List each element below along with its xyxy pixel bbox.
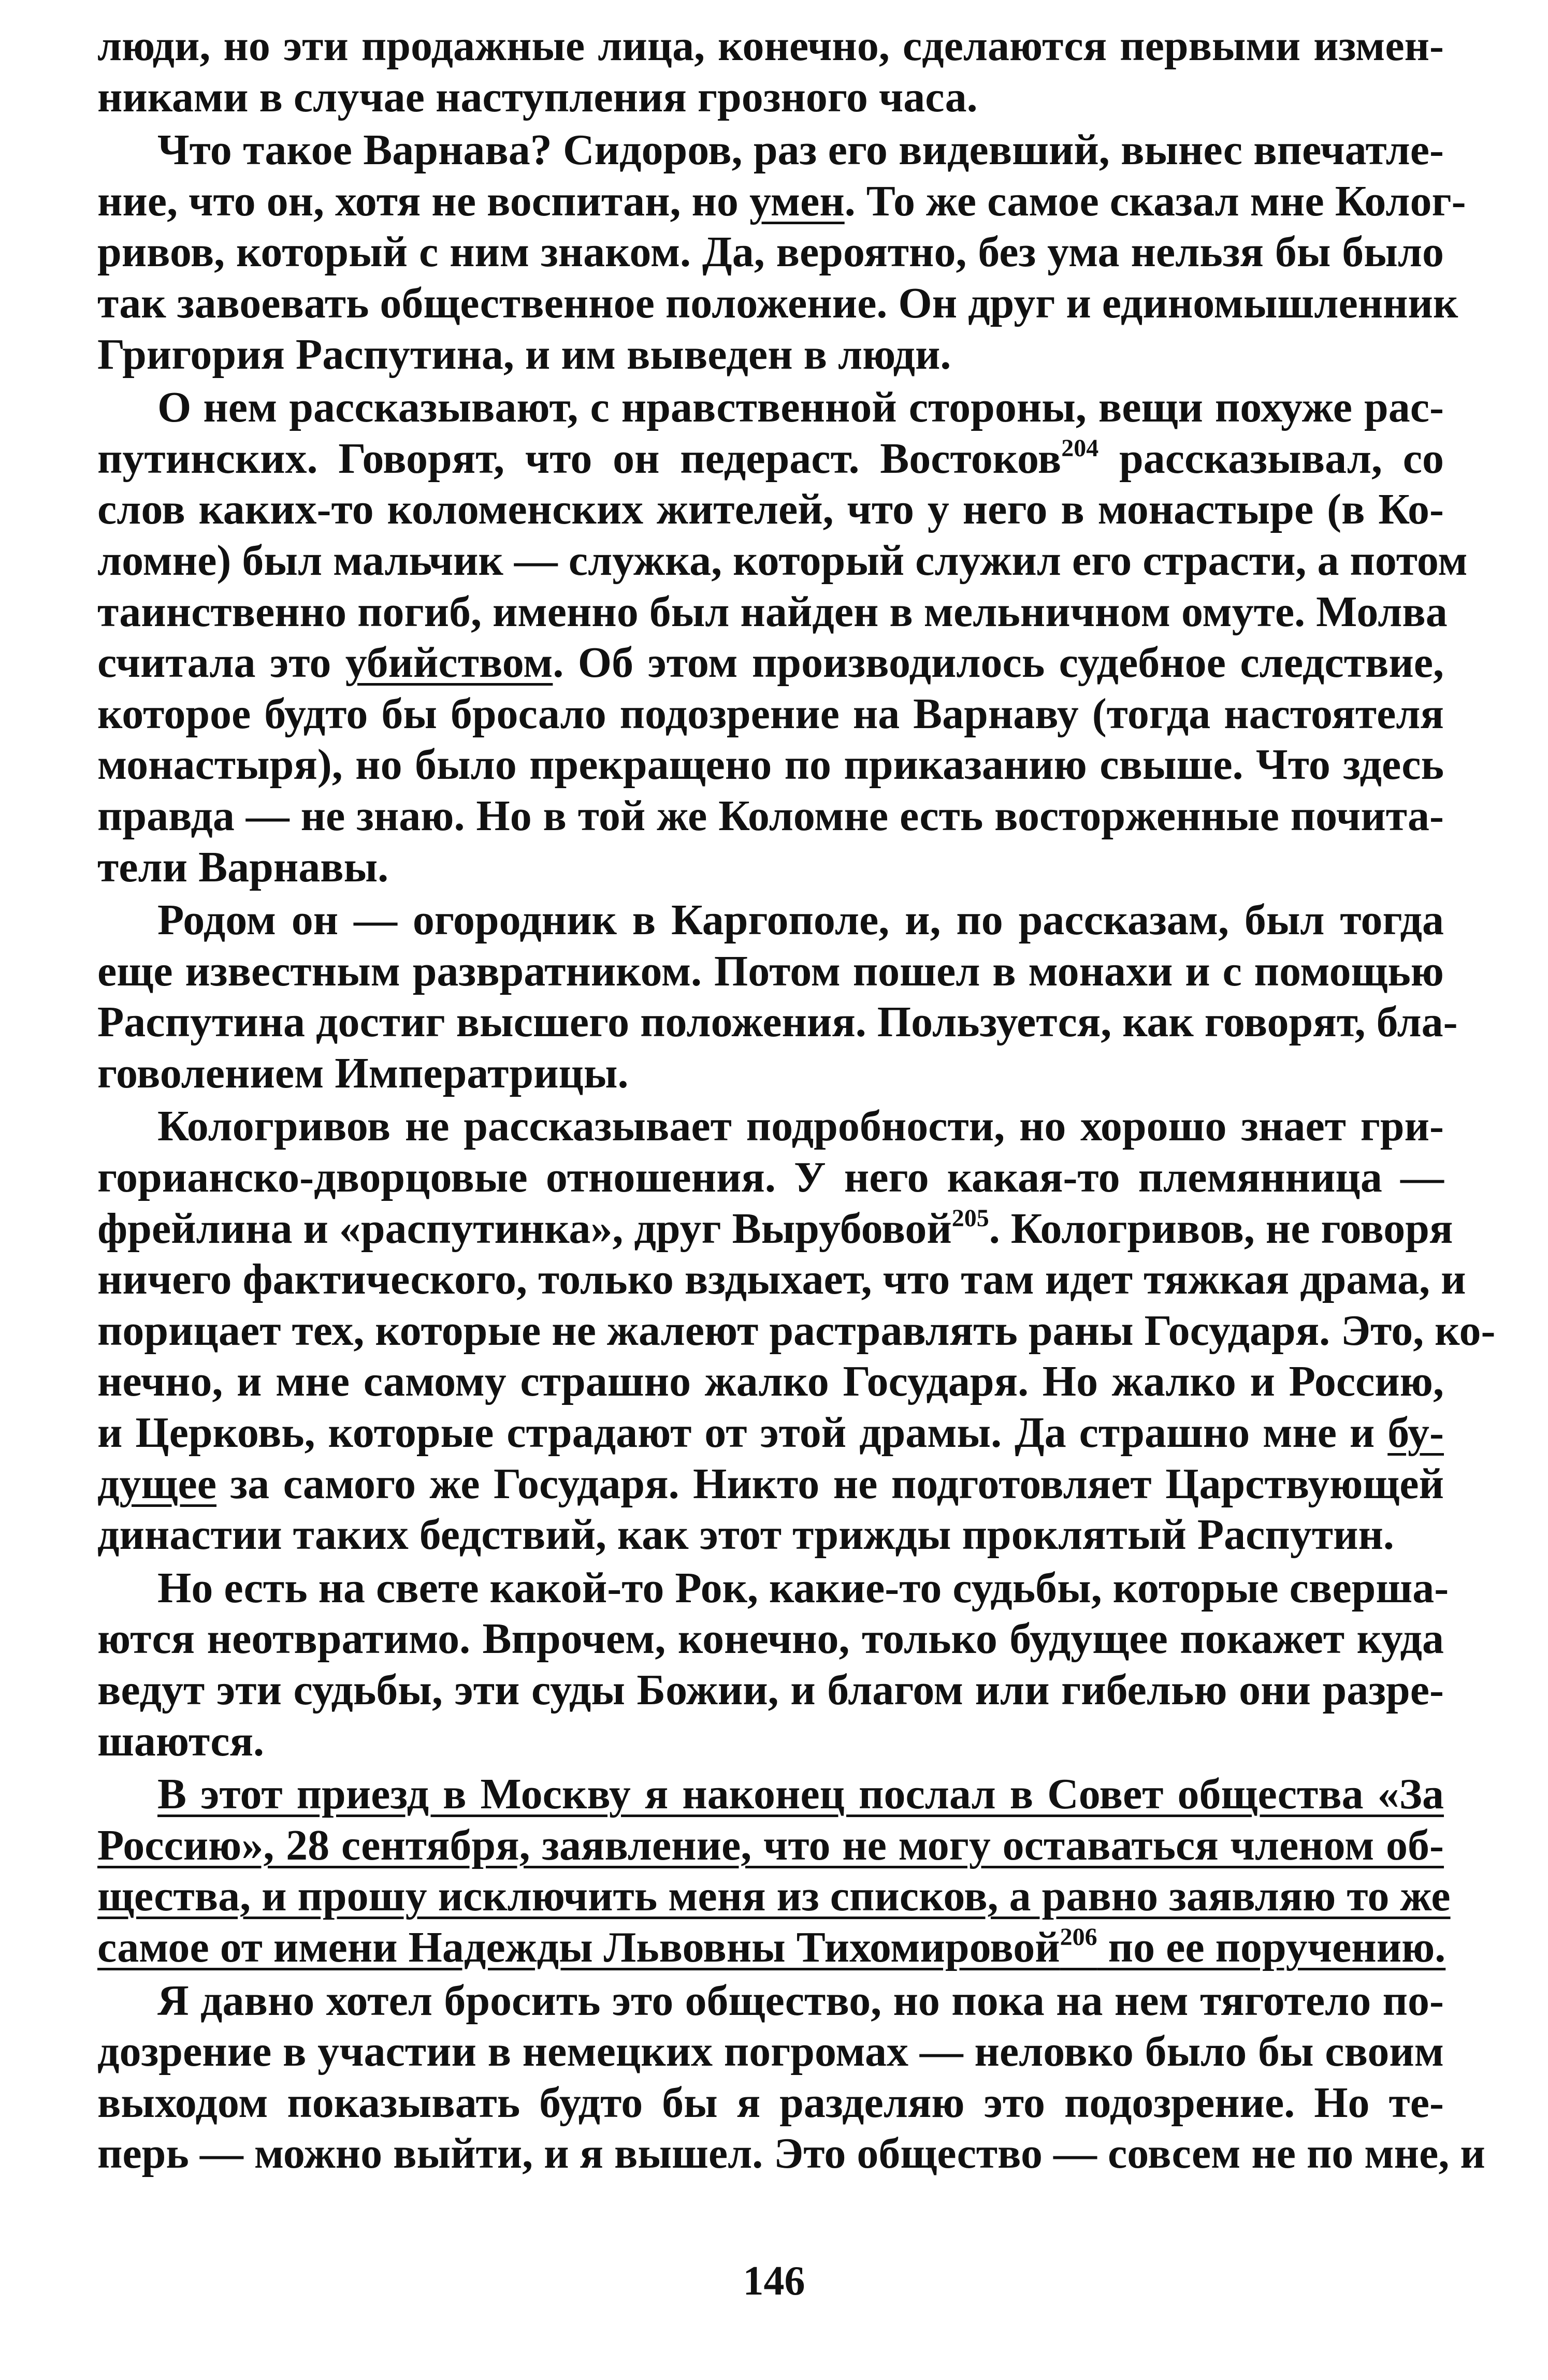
text-line: тели Варнавы. bbox=[97, 843, 389, 891]
text-line: путинских. Говорят, что он педераст. Востоков$^{204}$ рассказывал, со bbox=[97, 434, 1444, 483]
text-line: так завоевать общественное положение. Он друг и единомышленник bbox=[97, 279, 1458, 327]
underlined-paragraph bbox=[97, 1769, 1451, 1973]
text-line bbox=[97, 1769, 1444, 1820]
text-line: Родом он — огородник в Каргополе, и, по рассказам, был тогда bbox=[157, 896, 1444, 945]
text-line: порицает тех, которые не жалеют растравлять раны Государя. Это, ко- bbox=[97, 1306, 1496, 1355]
text-line: слов каких-то коломенских жителей, что у него в монастыре (в Ко- bbox=[97, 485, 1444, 534]
text-line: дозрение в участии в немецких погромах — неловко было бы своим bbox=[97, 2027, 1444, 2076]
text-line: Кологривов не рассказывает подробности, но хорошо знает гри- bbox=[157, 1102, 1444, 1151]
text-line: ничего фактического, только вздыхает, что там идет тяжкая драма, и bbox=[97, 1255, 1466, 1304]
text-line: горианско-дворцовые отношения. У него какая-то племянница — bbox=[97, 1153, 1444, 1202]
underlined-text: дущее bbox=[97, 1459, 216, 1508]
text-line: Что такое Варнава? Сидоров, раз его видевший, вынес впечатле- bbox=[157, 126, 1444, 175]
paragraph bbox=[97, 125, 1466, 380]
underlined-text: убийством bbox=[345, 638, 553, 687]
text-line: О нем рассказывают, с нравственной стороны, вещи похуже рас- bbox=[157, 383, 1444, 432]
underlined-text: щества, и прошу исключить меня из списков, а равно заявляю то же bbox=[97, 1872, 1451, 1921]
paragraph bbox=[97, 895, 1458, 1099]
text-line: еще известным развратником. Потом пошел в монахи и с помощью bbox=[97, 947, 1444, 995]
text-line: Распутина достиг высшего положения. Пользуется, как говорят, бла- bbox=[97, 998, 1458, 1047]
text-line: дущее за самого же Государя. Никто не подготовляет Царствующей bbox=[97, 1459, 1444, 1508]
footnote-ref: 206 bbox=[1060, 1923, 1097, 1951]
underlined-text: умен bbox=[749, 177, 845, 225]
paragraph bbox=[97, 1976, 1485, 2180]
paragraph bbox=[97, 1563, 1449, 1767]
text-line: ломне) был мальчик — служка, который служил его страсти, а потом bbox=[97, 536, 1468, 585]
text-line: Но есть на свете какой-то Рок, какие-то судьбы, которые сверша- bbox=[157, 1563, 1449, 1612]
text-line: выходом показывать будто бы я разделяю это подозрение. Но те- bbox=[97, 2078, 1444, 2127]
text-line: и Церковь, которые страдают от этой драмы. Да страшно мне и бу- bbox=[97, 1409, 1444, 1457]
text-line: которое будто бы бросало подозрение на Варнаву (тогда настоятеля bbox=[97, 689, 1444, 738]
text-line bbox=[97, 1871, 1451, 1922]
text-line: правда — не знаю. Но в той же Коломне есть восторженные почита- bbox=[97, 791, 1444, 840]
underlined-text: самое от имени Надежды Львовны Тихомировой$^{206}$ по ее поручению. bbox=[97, 1923, 1446, 1971]
text-line: ются неотвратимо. Впрочем, конечно, только будущее покажет куда bbox=[97, 1615, 1444, 1663]
text-line: ривов, который с ним знаком. Да, вероятно, без ума нельзя бы было bbox=[97, 228, 1444, 277]
page-body bbox=[97, 21, 1496, 2180]
text-line: ведут эти судьбы, эти суды Божии, и благом или гибелью они разре- bbox=[97, 1666, 1444, 1714]
text-line: люди, но эти продажные лица, конечно, сделаются первыми измен- bbox=[97, 22, 1444, 70]
text-line bbox=[97, 1820, 1444, 1871]
text-line: династии таких бедствий, как этот трижды проклятый Распутин. bbox=[97, 1511, 1394, 1559]
underlined-text: бу- bbox=[1387, 1409, 1444, 1457]
text-line: считала это убийством. Об этом производилось судебное следствие, bbox=[97, 638, 1444, 687]
text-line: шаются. bbox=[97, 1717, 265, 1765]
text-line: таинственно погиб, именно был найден в мельничном омуте. Молва bbox=[97, 587, 1448, 636]
text-line: говолением Императрицы. bbox=[97, 1049, 629, 1097]
footnote-ref: 205 bbox=[951, 1204, 989, 1232]
page-number: 146 bbox=[743, 2258, 805, 2304]
text-line: фрейлина и «распутинка», друг Вырубовой$^{205}$. Кологривов, не говоря bbox=[97, 1204, 1453, 1253]
text-line bbox=[97, 1922, 1444, 1973]
text-line: Григория Распутина, и им выведен в люди. bbox=[97, 330, 951, 379]
paragraph bbox=[97, 1101, 1496, 1560]
text-line: нечно, и мне самому страшно жалко Государя. Но жалко и Россию, bbox=[97, 1357, 1444, 1406]
paragraph bbox=[97, 21, 1444, 123]
text-line: монастыря), но было прекращено по приказанию свыше. Что здесь bbox=[97, 741, 1444, 789]
footnote-ref: 204 bbox=[1061, 434, 1099, 462]
text-line: никами в случае наступления грозного часа. bbox=[97, 72, 978, 121]
text-line: Я давно хотел бросить это общество, но пока на нем тяготело по- bbox=[157, 1976, 1444, 2025]
underlined-text: Россию», 28 сентября, заявление, что не могу оставаться членом об- bbox=[97, 1821, 1444, 1869]
paragraph bbox=[97, 382, 1468, 893]
underlined-text: В этот приезд в Москву я наконец послал в Совет общества «За bbox=[157, 1770, 1444, 1819]
text-line: ние, что он, хотя не воспитан, но умен. То же самое сказал мне Колог- bbox=[97, 177, 1466, 225]
text-line: перь — можно выйти, и я вышел. Это общество — совсем не по мне, и bbox=[97, 2129, 1485, 2178]
